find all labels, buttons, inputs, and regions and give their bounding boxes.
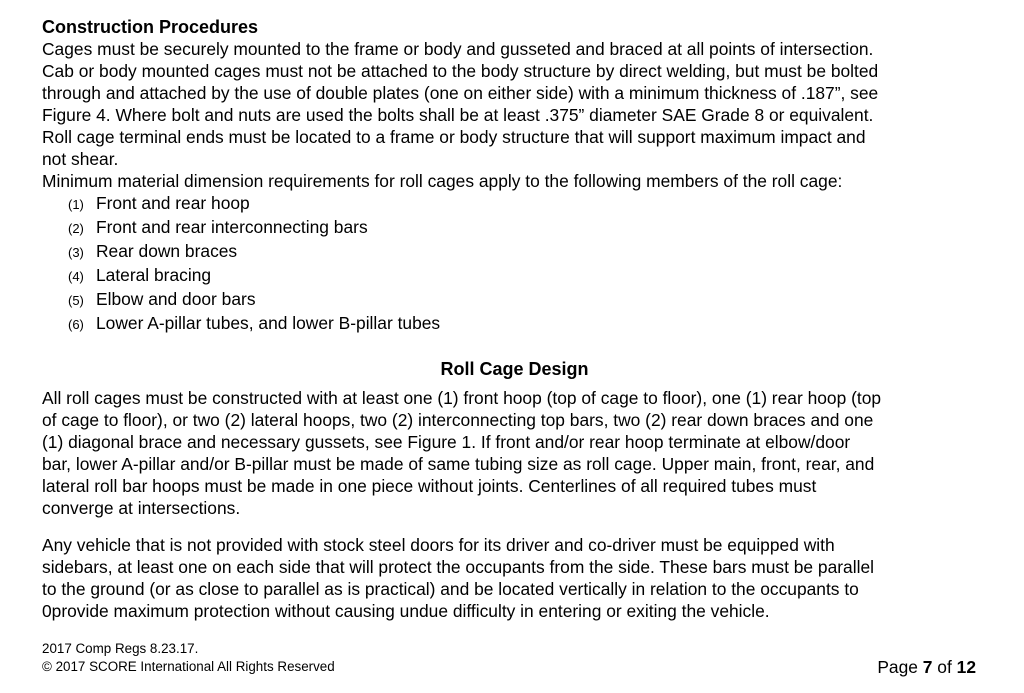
paragraph-line: Minimum material dimension requirements for roll cages apply to the following members of the roll cage: (42, 171, 843, 191)
paragraph-line: All roll cages must be constructed with at least one (1) front hoop (top of cage to floor), one (1) rear hoop (top (42, 388, 882, 408)
list-item-text: Front and rear interconnecting bars (96, 217, 368, 237)
list-item-number: (2) (68, 221, 84, 236)
paragraph-line: to the ground (or as close to parallel as is practical) and be located vertically in relation to the occupants to (42, 579, 859, 599)
roll-cage-members-list (42, 192, 987, 336)
list-item (42, 264, 987, 288)
paragraph-line: not shear. (42, 149, 119, 169)
paragraph-line: Cab or body mounted cages must not be attached to the body structure by direct welding, but must be bolted (42, 61, 879, 81)
paragraph-line: Cages must be securely mounted to the frame or body and gusseted and braced at all points of intersection. (42, 39, 874, 59)
list-item-text: Rear down braces (96, 241, 238, 261)
construction-paragraph (42, 38, 987, 192)
list-item-text: Lateral bracing (96, 265, 212, 285)
paragraph-line: (1) diagonal brace and necessary gussets, see Figure 1. If front and/or rear hoop terminate at elbow/door (42, 432, 851, 452)
footer-regs: 2017 Comp Regs 8.23.17. (42, 641, 199, 656)
footer-copyright: © 2017 SCORE International All Rights Reserved (42, 659, 335, 674)
page-current: 7 (922, 657, 933, 677)
paragraph-line: bar, lower A-pillar and/or B-pillar must be made of same tubing size as roll cage. Upper main, front, rear, and (42, 454, 875, 474)
page-number (877, 656, 976, 678)
list-item (42, 312, 987, 336)
list-item-number: (5) (68, 293, 84, 308)
section-heading-roll-cage-design: Roll Cage Design (440, 359, 589, 379)
paragraph-line: 0provide maximum protection without causing undue difficulty in entering or exiting the vehicle. (42, 601, 770, 621)
list-item-number: (1) (68, 197, 84, 212)
footer-left (42, 640, 335, 676)
paragraph-line: through and attached by the use of double plates (one on either side) with a minimum thickness of .187”, see (42, 83, 879, 103)
document-page (42, 16, 987, 622)
list-item-number: (4) (68, 269, 84, 284)
page-of: of (937, 657, 952, 677)
page-label: Page (877, 657, 918, 677)
list-item-number: (6) (68, 317, 84, 332)
list-item-number: (3) (68, 245, 84, 260)
list-item-text: Lower A-pillar tubes, and lower B-pillar tubes (96, 313, 441, 333)
paragraph-gap (42, 519, 987, 534)
list-item (42, 216, 987, 240)
list-item (42, 192, 987, 216)
paragraph-line: Figure 4. Where bolt and nuts are used the bolts shall be at least .375” diameter SAE Grade 8 or equivalent. (42, 105, 874, 125)
list-item (42, 288, 987, 312)
section-heading-construction: Construction Procedures (42, 17, 259, 37)
paragraph-line: sidebars, at least one on each side that will protect the occupants from the side. These bars must be parallel (42, 557, 874, 577)
list-item-text: Front and rear hoop (96, 193, 250, 213)
list-item-text: Elbow and door bars (96, 289, 256, 309)
paragraph-line: of cage to floor), or two (2) lateral hoops, two (2) interconnecting top bars, two (2) rear down braces and one (42, 410, 874, 430)
design-paragraph-2 (42, 534, 987, 622)
paragraph-line: converge at intersections. (42, 498, 241, 518)
paragraph-line: Roll cage terminal ends must be located to a frame or body structure that will support maximum impact and (42, 127, 866, 147)
page-total: 12 (956, 657, 976, 677)
paragraph-line: lateral roll bar hoops must be made in one piece without joints. Centerlines of all required tubes must (42, 476, 817, 496)
list-item (42, 240, 987, 264)
design-paragraph-1 (42, 387, 987, 519)
paragraph-line: Any vehicle that is not provided with stock steel doors for its driver and co-driver must be equipped with (42, 535, 835, 555)
